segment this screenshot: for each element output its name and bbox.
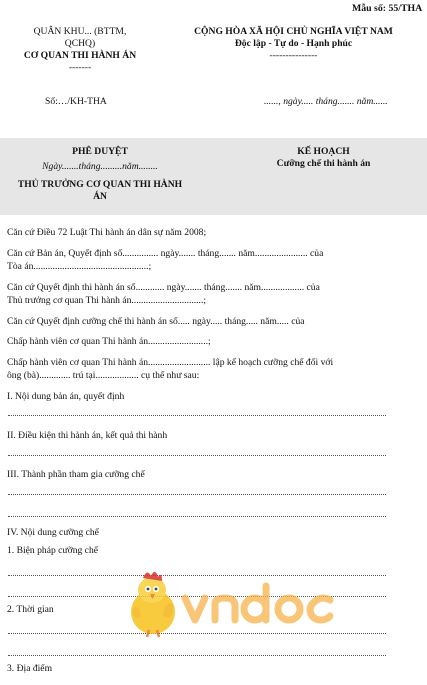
section-1-heading: I. Nội dung bản án, quyết định xyxy=(7,391,125,402)
approval-date: Ngày.......tháng.........năm........ xyxy=(42,160,158,172)
approval-title: PHÊ DUYỆT xyxy=(72,146,128,157)
section-4-item-1: 1. Biện pháp cưỡng chế xyxy=(7,545,98,556)
paragraph-plan-line-2: ông (bà)............. trú tại.................. cụ thể như sau: xyxy=(7,370,200,381)
fill-line xyxy=(8,516,386,517)
motto: Độc lập - Tự do - Hạnh phúc xyxy=(234,37,353,49)
form-number: Mẫu số: 55/THA xyxy=(352,3,423,14)
paragraph-coercion-decision: Căn cứ Quyết định cưỡng chế thi hành án số..... ngày..... tháng..... năm..... của xyxy=(7,316,305,327)
approver-title-line-2: ÁN xyxy=(93,190,107,202)
fill-line xyxy=(8,494,386,495)
country-name: CỘNG HÒA XÃ HỘI CHỦ NGHĨA VIỆT NAM xyxy=(194,26,393,37)
section-4-item-3: 3. Địa điểm xyxy=(7,663,53,674)
paragraph-enforcement-decision-line-1: Căn cứ Quyết định thi hành án số............ ngày....... tháng....... năm.................. của xyxy=(7,282,320,293)
fill-line xyxy=(8,415,386,416)
document-number: Số:…/KH-THA xyxy=(45,96,107,107)
plan-block xyxy=(220,146,427,170)
agency-name: CƠ QUAN THI HÀNH ÁN xyxy=(23,49,137,61)
national-header xyxy=(160,26,427,62)
fill-line xyxy=(8,655,386,656)
section-2-heading: II. Điều kiện thi hành án, kết quả thi hành xyxy=(7,430,168,441)
plan-title: KẾ HOẠCH xyxy=(297,146,350,157)
agency-header xyxy=(0,26,160,74)
section-4-item-2: 2. Thời gian xyxy=(7,604,54,615)
paragraph-enforcement-decision-line-2: Thủ trưởng cơ quan Thi hành án..............................; xyxy=(7,295,207,306)
paragraph-enforcer: Chấp hành viên cơ quan Thi hành án.........................; xyxy=(7,336,211,347)
section-4-heading: IV. Nội dung cưỡng chế xyxy=(7,527,99,538)
paragraph-legal-basis: Căn cứ Điều 72 Luật Thi hành án dân sự năm 2008; xyxy=(7,227,207,238)
approver-title-line-1: THỦ TRƯỞNG CƠ QUAN THI HÀNH xyxy=(17,178,183,190)
paragraph-judgment-line-1: Căn cứ Bản án, Quyết định số............... ngày....... tháng....... năm...................... của xyxy=(7,248,324,259)
section-3-heading: III. Thành phần tham gia cưỡng chế xyxy=(7,469,145,480)
vndoc-wordmark xyxy=(185,586,330,620)
national-divider: --------------- xyxy=(269,49,318,61)
paragraph-judgment-line-2: Tòa án................................................; xyxy=(7,261,152,272)
chicken-mascot-icon xyxy=(131,572,175,637)
approval-block xyxy=(0,146,200,203)
agency-divider: ------- xyxy=(68,61,92,73)
vndoc-watermark-logo xyxy=(115,568,340,638)
paragraph-plan-line-1: Chấp hành viên cơ quan Thi hành án.......................... lập kế hoạch cưỡng chế đối với xyxy=(7,357,334,368)
agency-line-1: QUÂN KHU... (BTTM, xyxy=(33,26,127,37)
place-date: ......, ngày..... tháng....... năm...... xyxy=(264,96,388,107)
agency-line-2: QCHQ) xyxy=(64,37,96,49)
plan-subtitle: Cưỡng chế thi hành án xyxy=(276,157,371,169)
fill-line xyxy=(8,455,386,456)
